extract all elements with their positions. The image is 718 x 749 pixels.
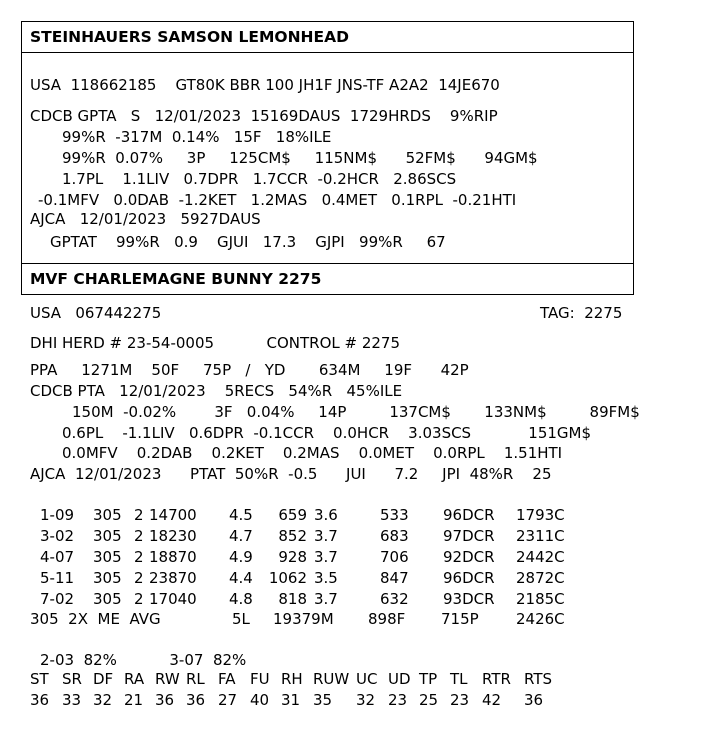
lactation-days: 305 [93, 590, 122, 608]
lactation-fat-lbs: 818 [278, 590, 307, 608]
lactation-protein-lbs: 847 [380, 569, 409, 587]
trait-header-ud: UD [388, 670, 411, 688]
trait-header-rtr: RTR [482, 670, 511, 688]
lactation-me: 2185C [516, 590, 565, 608]
lactation-protein-pct: 3.7 [314, 548, 338, 566]
trait-value-rtr: 42 [482, 691, 502, 709]
lactation-times: 2 [134, 527, 144, 545]
cow-cdcb-line: CDCB PTA 12/01/2023 5RECS 54%R 45%ILE [30, 382, 403, 400]
trait-value-ud: 23 [388, 691, 408, 709]
trait-header-rl: RL [186, 670, 205, 688]
trait-value-fa: 27 [218, 691, 238, 709]
lactation-milk: 18870 [149, 548, 197, 566]
lactation-days: 305 [93, 506, 122, 524]
trait-header-ra: RA [124, 670, 145, 688]
trait-value-sr: 33 [62, 691, 82, 709]
lactation-times: 2 [134, 569, 144, 587]
linear-trait-headers [0, 669, 718, 689]
lactation-dcr: 96DCR [443, 569, 495, 587]
trait-value-rw: 36 [155, 691, 175, 709]
lactation-dcr: 96DCR [443, 506, 495, 524]
lactation-milk: 17040 [149, 590, 197, 608]
sire-cdcb-line: CDCB GPTA S 12/01/2023 15169DAUS 1729HRDS 9%RIP [30, 107, 498, 125]
lactation-age: 7-02 [40, 590, 75, 608]
lactation-dcr: 92DCR [443, 548, 495, 566]
trait-value-df: 32 [93, 691, 113, 709]
avg-label: 305 2X ME AVG [30, 610, 161, 628]
lactation-age: 1-09 [40, 506, 75, 524]
lactation-protein-lbs: 683 [380, 527, 409, 545]
cow-pta-line-c: 0.0MFV 0.2DAB 0.2KET 0.2MAS 0.0MET 0.0RPL 1.51HTI [62, 444, 563, 462]
lactation-fat-lbs: 659 [278, 506, 307, 524]
cow-tag: TAG: 2275 [540, 304, 623, 322]
lactation-protein-pct: 3.7 [314, 527, 338, 545]
cow-pta-line-b: 0.6PL -1.1LIV 0.6DPR -0.1CCR 0.0HCR 3.03SCS 151GM$ [62, 424, 592, 442]
cow-pta-line-a: 150M -0.02% 3F 0.04% 14P 137CM$ 133NM$ 89FM$ [72, 403, 640, 421]
lactation-times: 2 [134, 506, 144, 524]
lactation-fat-pct: 4.7 [229, 527, 253, 545]
trait-header-st: ST [30, 670, 49, 688]
lactation-protein-pct: 3.5 [314, 569, 338, 587]
lactation-days: 305 [93, 548, 122, 566]
trait-value-rl: 36 [186, 691, 206, 709]
lactation-row [0, 589, 718, 609]
lactation-milk: 23870 [149, 569, 197, 587]
lactation-protein-pct: 3.7 [314, 590, 338, 608]
lactation-fat-lbs: 852 [278, 527, 307, 545]
lactation-row [0, 568, 718, 588]
sire-pta-line-a: 99%R -317M 0.14% 15F 18%ILE [62, 128, 332, 146]
trait-value-ra: 21 [124, 691, 144, 709]
trait-header-fa: FA [218, 670, 236, 688]
lactation-days: 305 [93, 569, 122, 587]
lactation-me: 1793C [516, 506, 565, 524]
lactation-me: 2442C [516, 548, 565, 566]
trait-value-fu: 40 [250, 691, 270, 709]
lactation-row [0, 547, 718, 567]
cow-ppa-line: PPA 1271M 50F 75P / YD 634M 19F 42P [30, 361, 469, 379]
lactation-age: 5-11 [40, 569, 75, 587]
lactation-times: 2 [134, 590, 144, 608]
lactation-dcr: 93DCR [443, 590, 495, 608]
sire-ajca-line: AJCA 12/01/2023 5927DAUS [30, 210, 261, 228]
cow-ajca-line: AJCA 12/01/2023 PTAT 50%R -0.5 JUI 7.2 JPI 48%R 25 [30, 465, 552, 483]
lactation-dcr: 97DCR [443, 527, 495, 545]
lactation-milk: 18230 [149, 527, 197, 545]
lactation-age: 3-02 [40, 527, 75, 545]
lactation-fat-pct: 4.4 [229, 569, 253, 587]
lactation-fat-pct: 4.5 [229, 506, 253, 524]
lactation-row [0, 505, 718, 525]
trait-value-rts: 36 [524, 691, 544, 709]
trait-header-df: DF [93, 670, 114, 688]
lactation-me: 2311C [516, 527, 565, 545]
lactation-times: 2 [134, 548, 144, 566]
sire-pta-line-c: 1.7PL 1.1LIV 0.7DPR 1.7CCR -0.2HCR 2.86SCS [62, 170, 457, 188]
trait-header-rw: RW [155, 670, 180, 688]
trait-value-rh: 31 [281, 691, 301, 709]
trait-header-tp: TP [419, 670, 438, 688]
trait-header-rh: RH [281, 670, 303, 688]
lactation-me: 2872C [516, 569, 565, 587]
lactation-fat-lbs: 928 [278, 548, 307, 566]
cow-name: MVF CHARLEMAGNE BUNNY 2275 [30, 270, 322, 288]
trait-value-ruw: 35 [313, 691, 333, 709]
lactation-fat-pct: 4.9 [229, 548, 253, 566]
lactation-average-row [0, 609, 718, 629]
classification-line: 2-03 82% 3-07 82% [40, 651, 247, 669]
avg-dcr: 2426C [516, 610, 565, 628]
avg-milk: 19379M [273, 610, 334, 628]
trait-value-tl: 23 [450, 691, 470, 709]
trait-value-uc: 32 [356, 691, 376, 709]
trait-header-sr: SR [62, 670, 82, 688]
lactation-age: 4-07 [40, 548, 75, 566]
sire-pta-line-b: 99%R 0.07% 3P 125CM$ 115NM$ 52FM$ 94GM$ [62, 149, 538, 167]
avg-fat: 898F [368, 610, 406, 628]
trait-value-tp: 25 [419, 691, 439, 709]
sire-gptat-line: GPTAT 99%R 0.9 GJUI 17.3 GJPI 99%R 67 [50, 233, 446, 251]
sire-registration-line: USA 118662185 GT80K BBR 100 JH1F JNS-TF A2A2 14JE670 [30, 76, 500, 94]
lactation-fat-pct: 4.8 [229, 590, 253, 608]
lactation-milk: 14700 [149, 506, 197, 524]
trait-header-uc: UC [356, 670, 378, 688]
trait-header-ruw: RUW [313, 670, 350, 688]
trait-header-rts: RTS [524, 670, 553, 688]
sire-name: STEINHAUERS SAMSON LEMONHEAD [30, 28, 349, 46]
cow-herd-line: DHI HERD # 23-54-0005 CONTROL # 2275 [30, 334, 401, 352]
linear-trait-values [0, 690, 718, 710]
lactation-protein-lbs: 533 [380, 506, 409, 524]
lactation-row [0, 526, 718, 546]
avg-protein: 715P [441, 610, 479, 628]
lactation-protein-lbs: 706 [380, 548, 409, 566]
trait-header-tl: TL [450, 670, 468, 688]
lactation-fat-lbs: 1062 [268, 569, 307, 587]
lactation-days: 305 [93, 527, 122, 545]
sire-pta-line-d: -0.1MFV 0.0DAB -1.2KET 1.2MAS 0.4MET 0.1RPL -0.21HTI [38, 191, 517, 209]
cow-registration-number: USA 067442275 [30, 304, 162, 322]
trait-header-fu: FU [250, 670, 270, 688]
avg-days: 5L [232, 610, 250, 628]
trait-value-st: 36 [30, 691, 50, 709]
lactation-protein-pct: 3.6 [314, 506, 338, 524]
lactation-protein-lbs: 632 [380, 590, 409, 608]
